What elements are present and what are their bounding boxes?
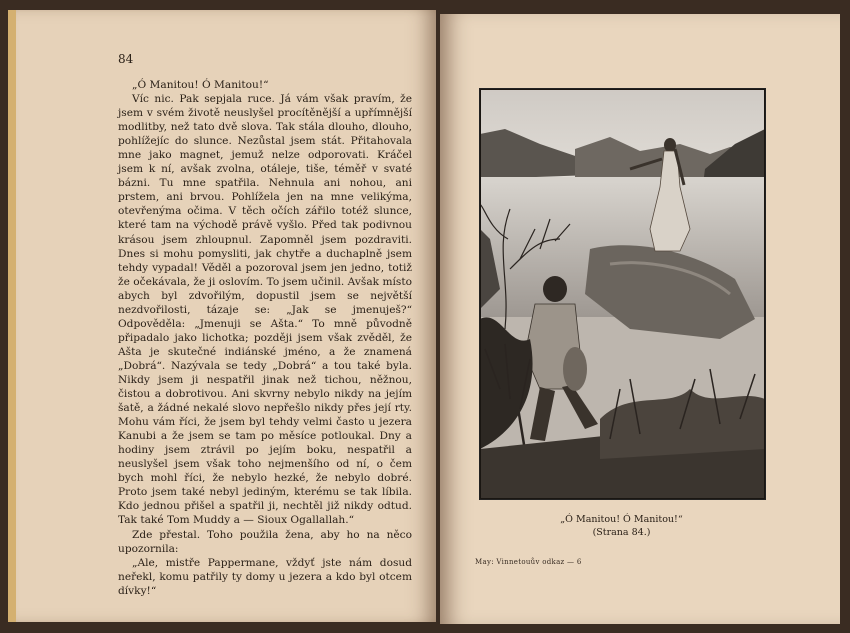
paragraph-1: „Ó Manitou! Ó Manitou!“ [132, 79, 269, 91]
illustration [479, 88, 766, 500]
foreground-brush [480, 317, 765, 499]
page-number: 84 [118, 52, 134, 66]
paragraph-4: „Ale, mistře Pappermane, vždyť jste nám dosud neřekl, komu patřily ty domy u jezera a kdo byl otcem dívky!“ [118, 556, 412, 597]
illustration-caption [479, 513, 764, 539]
left-page-edge [8, 10, 16, 622]
caption-title: „Ó Manitou! Ó Manitou!“ [560, 514, 683, 525]
page-footer: May: Vinnetouův odkaz — 6 [475, 558, 582, 566]
paragraph-2: Víc nic. Pak sepjala ruce. Já vám však pravím, že jsem v svém životě neuslyšel procítěnější a upřímnější modlitby, než tato dvě slova. Tak stála dlouho, dlouho, pohlížejíc do slunce. Nezůstal jsem stát. Přitahovala mne jako magnet, jemuž nelze odporovati. Kráčel jsem k ní, avšak zvolna, otáleje, tiše, téměř v svaté bázni. Tu mne spatřila. Nehnula ani nohou, ani prstem, ani brvou. Pohlížela jen na mne velikýma, otevřenýma očima. V těch očích zářilo totéž slunce, které tam na východě právě vyšlo. Před tak podivnou krásou jsem zhloupnul. Zapomněl jsem pozdraviti. Dnes si mohu pomysliti, jak chytře a duchaplně jsem tehdy vypadal! Věděl a pozoroval jsem jen jedno, totiž že očekávala, že ji oslovím. To jsem učinil. Avšak místo abych byl zdvořilým, dopustil jsem se největší nezdvořilosti, tázaje se: „Jak se jmenuješ?“ Odpověděla: „Jmenuji se Ašta.“ To mně původně připadalo jako lichotka; později jsem však zvěděl, že Ašta je skutečné indiánské jméno, a že znamená „Dobrá“. Nazývala se tedy „Dobrá“ a tou také byla. Nikdy jsem ji nespatřil jinak než tichou, něžnou, čistou a dobrotivou. Ani skvrny nebylo nikdy na jejím šatě, a žádné nekalé slovo nepřešlo nikdy přes její rty. Mohu vám říci, že jsem byl tehdy velmi často u jezera Kanubi a že jsem se tam po měsíce potloukal. Dny a hodiny jsem ztrávil po jejím boku, nespatřil a neuslyšel jsem však toho nejmenšího od ní, o čem bych mohl říci, že nebylo hezké, že nebylo dobré. Proto jsem také nebyl jediným, kterému se tak líbila. Kdo jednou přišel a spatřil ji, nechtěl již nikdy odtud. Tak také Tom Muddy a — Sioux Ogallallah.“ [118, 93, 412, 527]
illustration-drawing [480, 89, 765, 499]
body-text [118, 78, 412, 598]
paragraph-3: Zde přestal. Toho použila žena, aby ho na něco upozornila: [118, 528, 412, 555]
caption-page-ref: (Strana 84.) [592, 527, 651, 538]
